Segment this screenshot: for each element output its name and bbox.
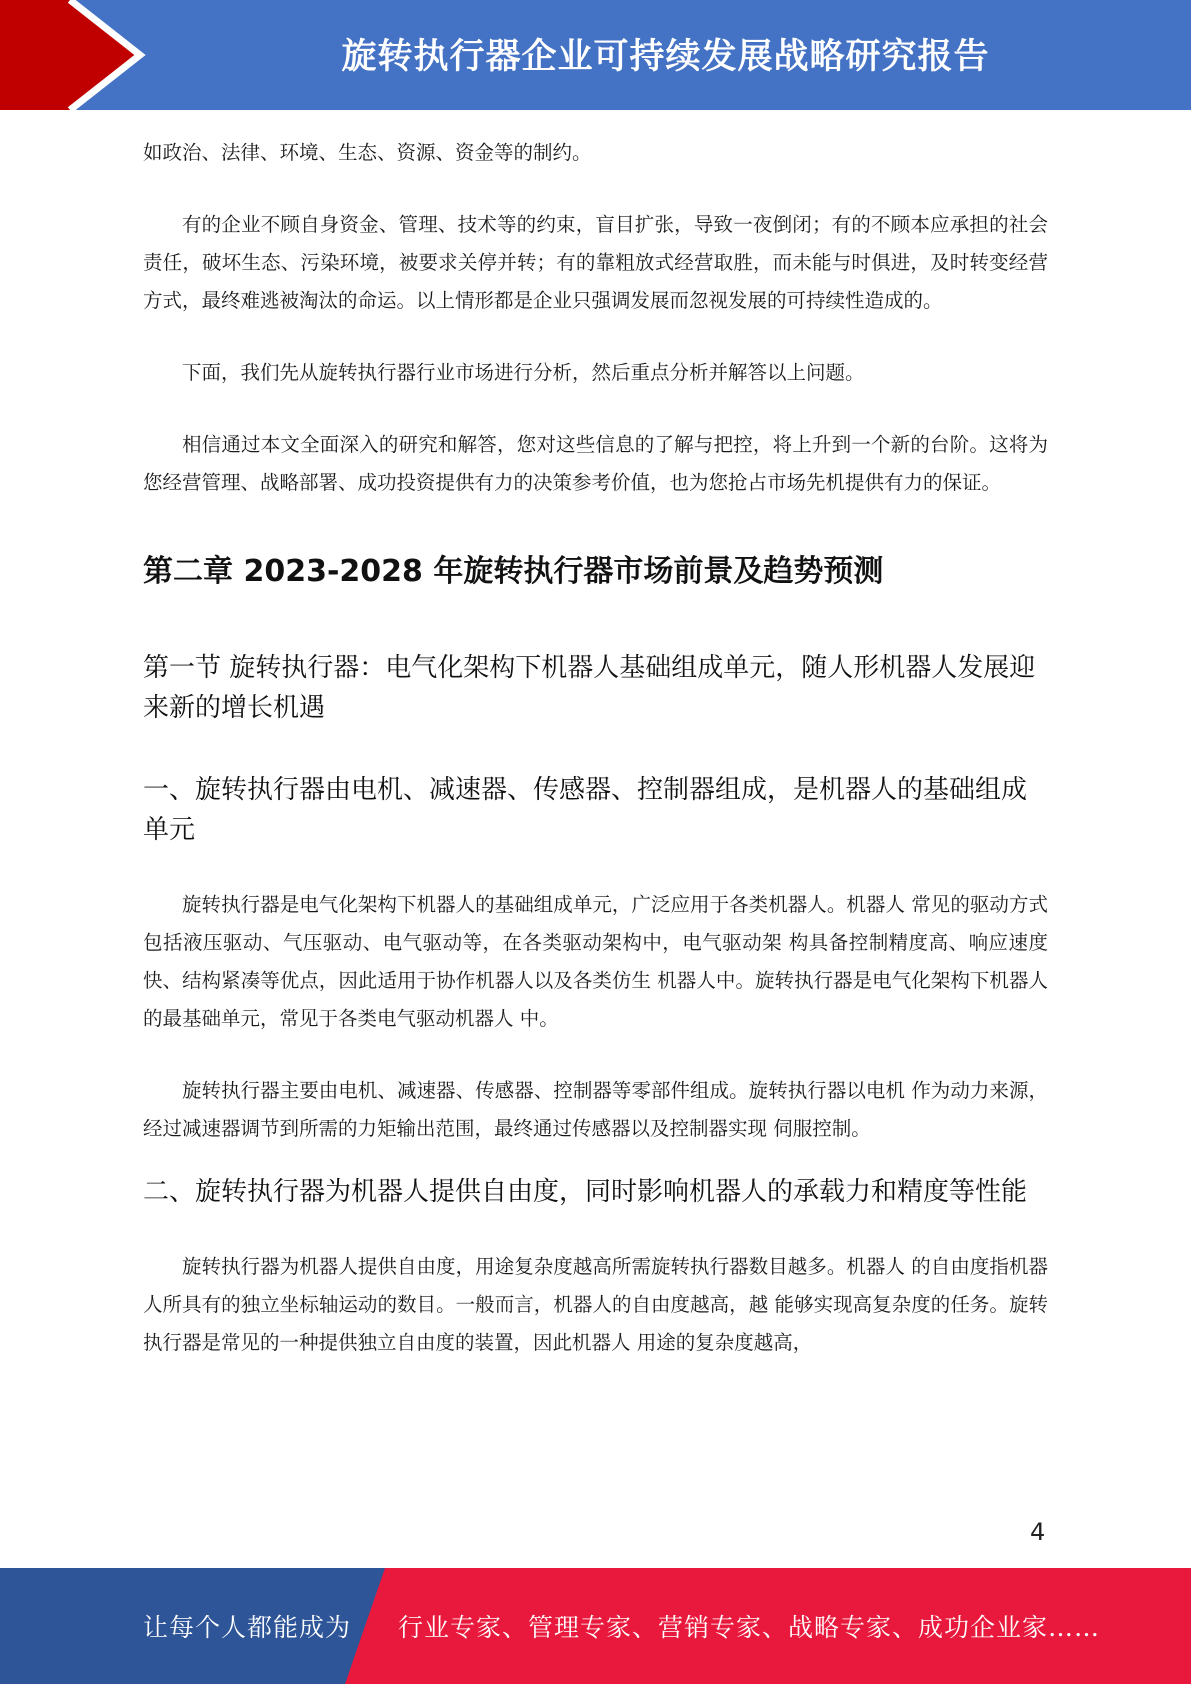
page-number: 4 <box>1030 1518 1046 1546</box>
paragraph: 旋转执行器是电气化架构下机器人的基础组成单元，广泛应用于各类机器人。机器人 常见的驱动方式包括液压驱动、气压驱动、电气驱动等，在各类驱动架构中，电气驱动架 构具备控制精度高、响应速度快、结构紧凑等优点，因此适用于协作机器人以及各类仿生 机器人中。旋转执行器是电气化架构下机器人的最基础单元，常见于各类电气驱动机器人 中。 <box>143 893 1048 1030</box>
section-heading: 第一节 旋转执行器：电气化架构下机器人基础组成单元，随人形机器人发展迎来新的增长机遇 <box>143 653 1036 723</box>
document-body <box>143 134 1048 1362</box>
page-footer <box>0 1568 1191 1684</box>
chapter-heading: 第二章 2023-2028 年旋转执行器市场前景及趋势预测 <box>143 554 884 589</box>
header-arrow-decoration <box>0 0 160 110</box>
paragraph: 有的企业不顾自身资金、管理、技术等的约束，盲目扩张，导致一夜倒闭；有的不顾本应承担的社会责任，破坏生态、污染环境，被要求关停并转；有的靠粗放式经营取胜，而未能与时俱进，及时转变经营方式，最终难逃被淘汰的命运。以上情形都是企业只强调发展而忽视发展的可持续性造成的。 <box>143 213 1048 312</box>
paragraph: 下面，我们先从旋转执行器行业市场进行分析，然后重点分析并解答以上问题。 <box>182 361 865 384</box>
subsection-heading: 二、旋转执行器为机器人提供自由度，同时影响机器人的承载力和精度等性能 <box>143 1177 1028 1207</box>
paragraph: 旋转执行器主要由电机、减速器、传感器、控制器等零部件组成。旋转执行器以电机 作为动力来源，经过减速器调节到所需的力矩输出范围，最终通过传感器以及控制器实现 伺服控制。 <box>143 1079 1048 1140</box>
document-title: 旋转执行器企业可持续发展战略研究报告 <box>341 37 990 77</box>
page-header <box>0 0 1191 110</box>
paragraph: 如政治、法律、环境、生态、资源、资金等的制约。 <box>143 141 592 164</box>
paragraph: 相信通过本文全面深入的研究和解答，您对这些信息的了解与把控，将上升到一个新的台阶。这将为您经营管理、战略部署、成功投资提供有力的决策参考价值，也为您抢占市场先机提供有力的保证。 <box>143 433 1048 494</box>
subsection-heading: 一、旋转执行器由电机、减速器、传感器、控制器组成，是机器人的基础组成 单元 <box>143 775 1028 845</box>
header-red-arrow <box>0 0 140 110</box>
paragraph: 旋转执行器为机器人提供自由度，用途复杂度越高所需旋转执行器数目越多。机器人 的自由度指机器人所具有的独立坐标轴运动的数目。一般而言，机器人的自由度越高，越 能够实现高复杂度的任务。旋转执行器是常见的一种提供独立自由度的装置，因此机器人 用途的复杂度越高， <box>143 1255 1048 1354</box>
footer-slogan-right: 行业专家、管理专家、营销专家、战略专家、成功企业家…… <box>398 1613 1101 1642</box>
footer-slogan-left: 让每个人都能成为 <box>143 1613 352 1642</box>
